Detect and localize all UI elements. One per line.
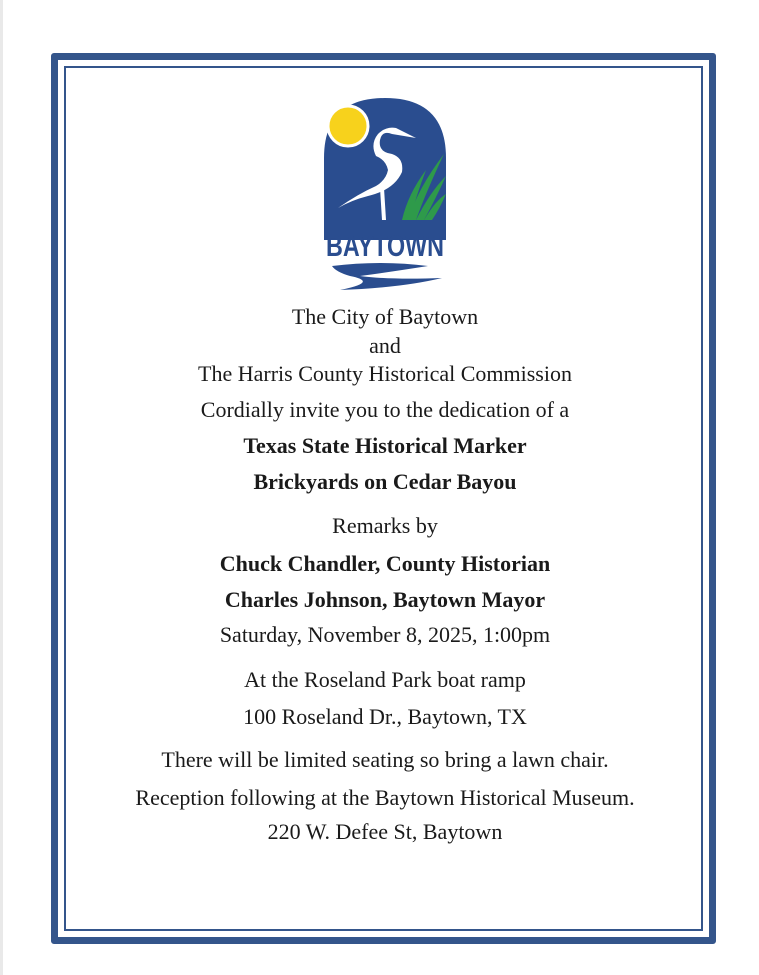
- baytown-logo: [320, 96, 450, 296]
- logo-wordmark: BAYTOWN: [326, 230, 444, 263]
- host-city: The City of Baytown: [291, 304, 479, 329]
- host-commission: The Harris County Historical Commission: [198, 361, 572, 386]
- marker-title: Texas State Historical Marker: [243, 433, 527, 458]
- speaker-mayor: Charles Johnson, Baytown Mayor: [224, 587, 546, 612]
- seating-note: There will be limited seating so bring a lawn chair.: [161, 747, 609, 772]
- invite-text: Cordially invite you to the dedication of a: [200, 397, 570, 422]
- page-edge: [0, 0, 3, 975]
- location-address: 100 Roseland Dr., Baytown, TX: [243, 704, 527, 729]
- host-conjunction: and: [369, 333, 401, 358]
- event-datetime: Saturday, November 8, 2025, 1:00pm: [219, 622, 551, 647]
- reception-note: Reception following at the Baytown Historical Museum.: [135, 785, 635, 810]
- reception-address: 220 W. Defee St, Baytown: [267, 819, 503, 844]
- speaker-historian: Chuck Chandler, County Historian: [219, 551, 551, 576]
- location-name: At the Roseland Park boat ramp: [244, 667, 526, 692]
- remarks-label: Remarks by: [332, 513, 438, 538]
- marker-name: Brickyards on Cedar Bayou: [253, 469, 517, 494]
